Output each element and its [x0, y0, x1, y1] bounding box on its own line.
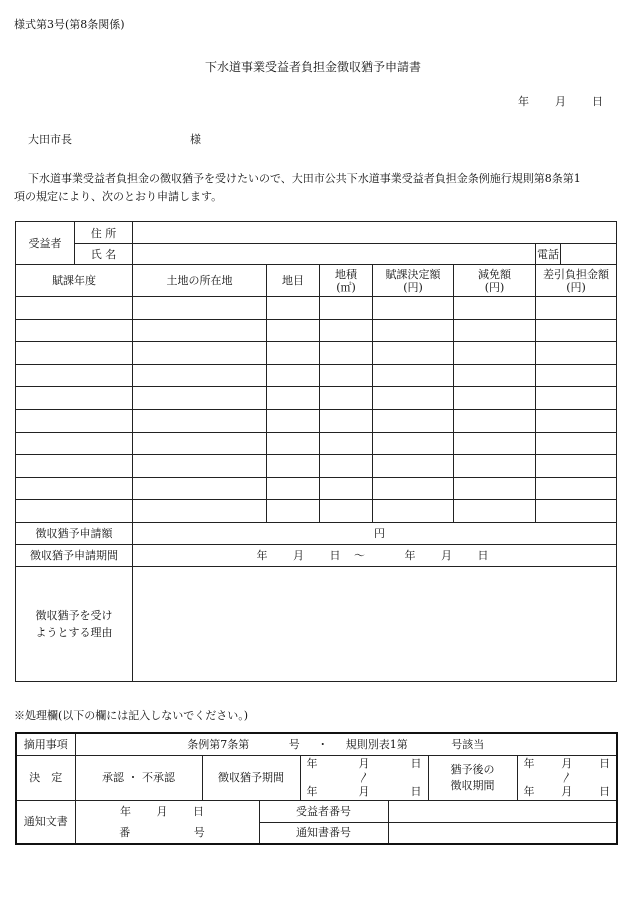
table-cell[interactable] — [536, 297, 617, 320]
notice-date[interactable] — [75, 800, 259, 822]
p-d2: 日 — [410, 784, 422, 798]
table-cell[interactable] — [133, 432, 267, 455]
table-cell[interactable] — [133, 319, 267, 342]
header-reduction — [454, 265, 536, 297]
table-cell[interactable] — [320, 500, 373, 523]
table-row — [16, 432, 617, 455]
name-label: 氏 名 — [75, 244, 133, 265]
table-cell[interactable] — [320, 297, 373, 320]
table-cell[interactable] — [373, 500, 454, 523]
table-cell[interactable] — [320, 342, 373, 365]
p-m2: 月 — [358, 784, 370, 798]
table-cell[interactable] — [536, 319, 617, 342]
table-cell[interactable] — [536, 455, 617, 478]
notice-number[interactable] — [75, 822, 259, 844]
p-d1: 日 — [410, 756, 422, 770]
p-y2: 年 — [306, 784, 318, 798]
a-y2: 年 — [523, 784, 535, 798]
table-cell[interactable] — [16, 432, 133, 455]
notice-no-field[interactable] — [388, 822, 617, 844]
a-d2: 日 — [599, 784, 611, 798]
apply-label: 摘用事項 — [16, 733, 75, 755]
rp-m1: 月 — [293, 549, 304, 563]
table-cell[interactable] — [454, 432, 536, 455]
after-period-field[interactable] — [517, 755, 617, 800]
page-title: 下水道事業受益者負担金徴収猶予申請書 — [205, 60, 422, 74]
table-cell[interactable] — [16, 500, 133, 523]
phone-label: 電話 — [536, 244, 561, 265]
table-cell[interactable] — [16, 297, 133, 320]
date-month: 月 — [555, 95, 566, 108]
table-cell[interactable] — [267, 387, 320, 410]
beneficiary-no-field[interactable] — [388, 800, 617, 822]
header-land-area-b: (㎡) — [336, 280, 356, 294]
table-cell[interactable] — [454, 455, 536, 478]
ord-e: 号該当 — [451, 737, 485, 751]
table-cell[interactable] — [536, 477, 617, 500]
rp-d2: 日 — [477, 549, 489, 563]
body-text-line1: 下水道事業受益者負担金の徴収猶予を受けたいので、大田市公共下水道事業受益者負担金条例施行規則第8条第1 — [28, 172, 581, 185]
table-cell[interactable] — [536, 432, 617, 455]
table-cell[interactable] — [373, 319, 454, 342]
table-row — [16, 477, 617, 500]
rp-y1: 年 — [256, 549, 268, 563]
header-land-location: 土地の所在地 — [133, 265, 267, 297]
table-cell[interactable] — [373, 409, 454, 432]
header-land-category: 地目 — [267, 265, 320, 297]
table-cell[interactable] — [373, 455, 454, 478]
table-cell[interactable] — [16, 342, 133, 365]
table-row — [16, 409, 617, 432]
a-wave: 〳 — [561, 770, 573, 784]
table-cell[interactable] — [454, 319, 536, 342]
ord-d: 規則別表1第 — [345, 737, 408, 751]
table-cell[interactable] — [16, 455, 133, 478]
table-cell[interactable] — [373, 387, 454, 410]
reason-label — [16, 566, 133, 681]
table-cell[interactable] — [267, 364, 320, 387]
table-cell[interactable] — [536, 387, 617, 410]
table-cell[interactable] — [320, 409, 373, 432]
ord-b: 号 — [288, 737, 300, 751]
header-reduction-a: 減免額 — [478, 267, 511, 281]
beneficiary-no-label: 受益者番号 — [259, 800, 388, 822]
table-cell[interactable] — [16, 387, 133, 410]
table-cell[interactable] — [373, 432, 454, 455]
p-y1: 年 — [306, 756, 318, 770]
table-cell[interactable] — [454, 500, 536, 523]
table-cell[interactable] — [16, 319, 133, 342]
header-land-area — [320, 265, 373, 297]
header-assessment-year: 賦課年度 — [16, 265, 133, 297]
table-cell[interactable] — [267, 477, 320, 500]
request-period-field[interactable] — [133, 544, 617, 566]
request-amount-field[interactable] — [133, 522, 617, 544]
header-land-area-a: 地積 — [335, 267, 357, 281]
table-cell[interactable] — [133, 342, 267, 365]
header-assessed-amount — [373, 265, 454, 297]
ord-c: ・ — [317, 737, 329, 751]
table-cell[interactable] — [16, 477, 133, 500]
after-label-line1: 猶予後の — [450, 762, 495, 776]
n-m: 月 — [156, 804, 168, 818]
table-cell[interactable] — [454, 387, 536, 410]
header-assessed-amount-b: (円) — [403, 280, 423, 294]
table-row — [16, 364, 617, 387]
ord-a: 条例第7条第 — [187, 737, 250, 751]
table-cell[interactable] — [320, 319, 373, 342]
table-cell[interactable] — [133, 297, 267, 320]
phone-field[interactable] — [561, 244, 617, 265]
decision-label: 決 定 — [16, 755, 75, 800]
n-ban: 番 — [119, 826, 131, 839]
table-cell[interactable] — [320, 455, 373, 478]
after-label-line2: 徴収期間 — [450, 778, 495, 792]
rp-d1: 日 — [329, 549, 341, 563]
table-cell[interactable] — [16, 409, 133, 432]
beneficiary-label: 受益者 — [16, 222, 75, 265]
table-cell[interactable] — [454, 477, 536, 500]
table-cell[interactable] — [267, 455, 320, 478]
address-field[interactable] — [133, 222, 617, 244]
request-amount-unit: 円 — [374, 527, 385, 541]
n-y: 年 — [120, 804, 131, 818]
table-cell[interactable] — [267, 432, 320, 455]
table-cell[interactable] — [373, 342, 454, 365]
period-field[interactable] — [300, 755, 428, 800]
table-cell[interactable] — [536, 364, 617, 387]
apply-field[interactable] — [75, 733, 617, 755]
table-cell[interactable] — [373, 364, 454, 387]
n-d: 日 — [193, 804, 204, 818]
table-cell[interactable] — [267, 297, 320, 320]
a-m2: 月 — [561, 784, 573, 798]
table-cell[interactable] — [267, 409, 320, 432]
header-net-amount-a: 差引負担金額 — [543, 267, 609, 281]
reason-label-line1: 徴収猶予を受け — [35, 608, 113, 622]
table-cell[interactable] — [267, 342, 320, 365]
table-cell[interactable] — [454, 364, 536, 387]
notice-label: 通知文書 — [16, 800, 75, 844]
table-cell[interactable] — [454, 342, 536, 365]
form-number: 様式第3号(第8条関係) — [14, 18, 125, 31]
table-cell[interactable] — [267, 319, 320, 342]
header-reduction-b: (円) — [484, 280, 505, 294]
table-row — [16, 319, 617, 342]
rp-m2: 月 — [441, 549, 452, 563]
table-row — [16, 455, 617, 478]
after-period-label — [428, 755, 517, 800]
reason-field[interactable] — [133, 566, 617, 681]
table-cell[interactable] — [454, 297, 536, 320]
table-cell[interactable] — [133, 387, 267, 410]
table-cell[interactable] — [373, 477, 454, 500]
processing-table — [15, 732, 618, 845]
addressee-name: 大田市長 — [28, 133, 72, 146]
date-day: 日 — [592, 95, 603, 108]
rp-y2: 年 — [404, 549, 416, 563]
name-field[interactable] — [133, 244, 536, 265]
table-cell[interactable] — [320, 387, 373, 410]
table-cell[interactable] — [16, 364, 133, 387]
table-row — [16, 387, 617, 410]
processing-note: ※処理欄(以下の欄には記入しないでください。) — [14, 709, 249, 722]
header-assessed-amount-a: 賦課決定額 — [385, 267, 441, 281]
reason-label-line2: ようとする理由 — [35, 625, 113, 639]
a-y1: 年 — [523, 756, 535, 770]
notice-no-label: 通知書番号 — [259, 822, 388, 844]
table-cell[interactable] — [133, 409, 267, 432]
table-cell[interactable] — [133, 477, 267, 500]
table-cell[interactable] — [133, 500, 267, 523]
a-d1: 日 — [599, 756, 611, 770]
table-cell[interactable] — [536, 342, 617, 365]
request-amount-label: 徴収猶予申請額 — [16, 522, 133, 544]
request-period-label: 徴収猶予申請期間 — [16, 544, 133, 566]
header-net-amount-b: (円) — [566, 280, 586, 294]
table-cell[interactable] — [320, 477, 373, 500]
application-table — [15, 221, 617, 682]
table-cell[interactable] — [320, 364, 373, 387]
table-row — [16, 500, 617, 523]
table-cell[interactable] — [536, 500, 617, 523]
a-m1: 月 — [561, 756, 573, 770]
table-cell[interactable] — [320, 432, 373, 455]
table-cell[interactable] — [454, 409, 536, 432]
table-row — [16, 297, 617, 320]
p-m1: 月 — [358, 756, 370, 770]
addressee-suffix: 様 — [190, 133, 201, 146]
table-cell[interactable] — [373, 297, 454, 320]
n-go: 号 — [193, 826, 205, 839]
table-cell[interactable] — [536, 409, 617, 432]
table-row — [16, 342, 617, 365]
approve-option[interactable]: 承認 ・ 不承認 — [75, 755, 202, 800]
date-year: 年 — [518, 95, 529, 108]
p-wave: 〳 — [358, 770, 370, 784]
table-cell[interactable] — [267, 500, 320, 523]
period-label: 徴収猶予期間 — [202, 755, 300, 800]
table-cell[interactable] — [133, 364, 267, 387]
rp-tilde: ～ — [354, 549, 365, 563]
body-text-line2: 項の規定により、次のとおり申請します。 — [14, 190, 223, 203]
header-net-amount — [536, 265, 617, 297]
table-cell[interactable] — [133, 455, 267, 478]
address-label: 住 所 — [75, 222, 133, 244]
